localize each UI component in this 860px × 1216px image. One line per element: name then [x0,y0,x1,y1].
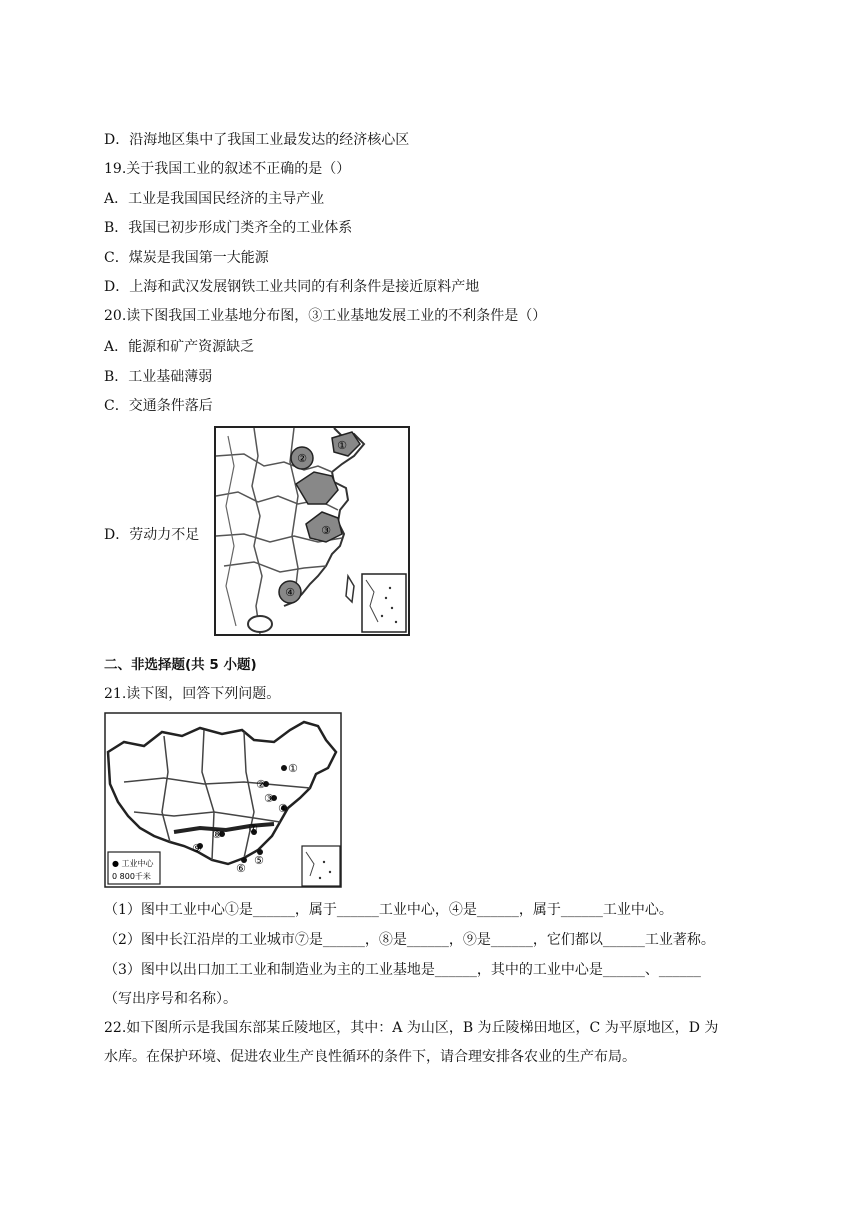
q21-china-industry-map [104,712,342,888]
q21-sub2: （2）图中长江沿岸的工业城市⑦是______，⑧是______，⑨是______，它们都以______工业著称。 [104,932,715,948]
q21-map-label-1: ① [288,762,298,775]
q21-legend-industrial-center: ● 工业中心 [112,859,154,868]
q21-map-label-4: ④ [278,802,288,815]
q22-stem-line2: 水库。在保护环境、促进农业生产良性循环的条件下，请合理安排各农业的生产布局。 [104,1049,636,1065]
q21-map-label-6: ⑥ [236,862,246,875]
q20-industrial-base-map [214,426,410,636]
q21-sub1: （1）图中工业中心①是______，属于______工业中心，④是______，属于______工业中心。 [104,902,673,918]
q20-option-c: C．交通条件落后 [104,398,213,414]
q21-map-label-5: ⑤ [254,854,264,867]
q21-legend-scale: 0 800千米 [112,872,151,881]
q18-option-d: D．沿海地区集中了我国工业最发达的经济核心区 [104,132,410,148]
q21-map-label-7: ⑦ [248,822,258,835]
q20-map-label-3: ③ [321,524,331,537]
q20-map-label-1: ① [337,439,347,452]
q19-option-a: A．工业是我国国民经济的主导产业 [104,191,325,207]
q21-map-label-2: ② [256,778,266,791]
q21-map-label-9: ⑨ [192,842,202,855]
q21-stem: 21.读下图，回答下列问题。 [104,686,281,702]
section2-heading: 二、非选择题(共 5 小题) [104,657,257,673]
q20-map-label-2: ② [297,452,307,465]
q19-stem: 19.关于我国工业的叙述不正确的是（） [104,161,351,177]
q21-map-label-3: ③ [264,792,274,805]
q20-option-d: D．劳动力不足 [104,527,200,543]
q19-option-d: D．上海和武汉发展钢铁工业共同的有利条件是接近原料产地 [104,279,480,295]
q20-stem: 20.读下图我国工业基地分布图，③工业基地发展工业的不利条件是（） [104,308,547,324]
q19-option-c: C．煤炭是我国第一大能源 [104,250,269,266]
q21-map-label-8: ⑧ [212,828,222,841]
q22-stem-line1: 22.如下图所示是我国东部某丘陵地区，其中：A 为山区，B 为丘陵梯田地区，C 为平原地区，D 为 [104,1020,719,1036]
q20-option-b: B．工业基础薄弱 [104,369,213,385]
q20-map-label-4: ④ [285,586,295,599]
q21-sub3-line1: （3）图中以出口加工工业和制造业为主的工业基地是______，其中的工业中心是______、______ [104,962,701,978]
q19-option-b: B．我国已初步形成门类齐全的工业体系 [104,220,353,236]
q21-sub3-line2: （写出序号和名称）。 [104,991,237,1007]
q20-option-a: A．能源和矿产资源缺乏 [104,339,255,355]
